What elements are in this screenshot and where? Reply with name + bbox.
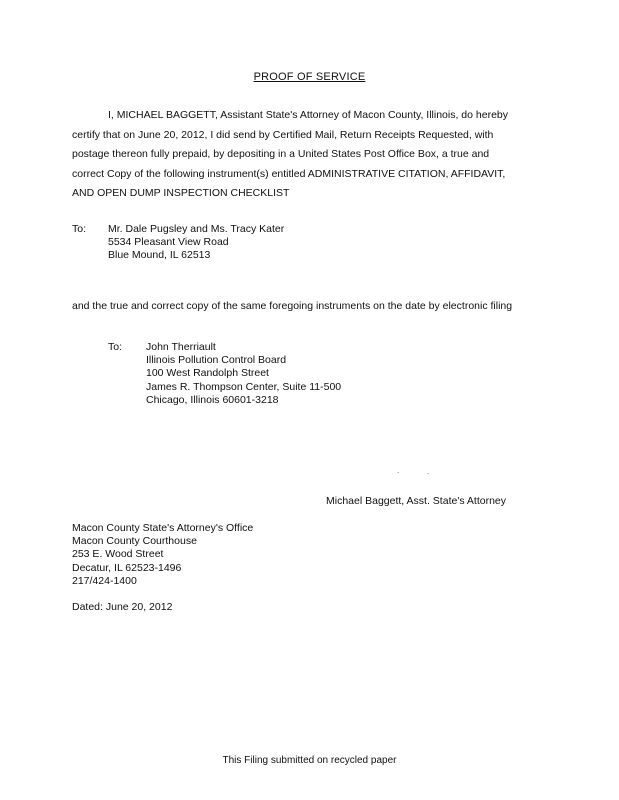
recipient1-to-label: To: bbox=[72, 223, 87, 235]
signature-mark: . bbox=[427, 467, 430, 476]
paragraph-line: postage thereon fully prepaid, by depositing in a United States Post Office Box, a true and bbox=[72, 148, 490, 161]
address-line: John Therriault bbox=[146, 341, 216, 353]
office-line: Macon County Courthouse bbox=[72, 535, 197, 548]
address-line: Illinois Pollution Control Board bbox=[146, 354, 287, 367]
signature-mark: . bbox=[397, 466, 400, 475]
paragraph-line: I, MICHAEL BAGGETT, Assistant State's Attorney of Macon County, Illinois, do hereby bbox=[108, 109, 509, 121]
office-line: Decatur, IL 62523-1496 bbox=[72, 561, 182, 574]
paragraph-line: AND OPEN DUMP INSPECTION CHECKLIST bbox=[72, 187, 290, 200]
paragraph-line: certify that on June 20, 2012, I did send by Certified Mail, Return Receipts Requested, with bbox=[72, 128, 494, 141]
address-line: Chicago, Illinois 60601-3218 bbox=[146, 393, 279, 406]
paragraph-line: correct Copy of the following instrument(s) entitled ADMINISTRATIVE CITATION, AFFIDAVIT, bbox=[72, 167, 506, 180]
address-line: James R. Thompson Center, Suite 11-500 bbox=[146, 380, 342, 393]
address-line: 100 West Randolph Street bbox=[146, 367, 269, 380]
office-line: 253 E. Wood Street bbox=[72, 548, 164, 561]
date-line: Dated: June 20, 2012 bbox=[72, 601, 173, 613]
signature-line: Michael Baggett, Asst. State's Attorney bbox=[326, 495, 507, 507]
address-line: Mr. Dale Pugsley and Ms. Tracy Kater bbox=[108, 223, 285, 235]
footer-note: This Filing submitted on recycled paper bbox=[222, 755, 397, 766]
recipient2-to-label: To: bbox=[108, 341, 123, 353]
office-address-block bbox=[72, 522, 253, 588]
recipient1-address bbox=[108, 223, 284, 263]
document-title: PROOF OF SERVICE bbox=[253, 71, 366, 83]
certification-paragraph bbox=[72, 106, 552, 204]
electronic-filing-line: and the true and correct copy of the same foregoing instruments on the date by electronic filing bbox=[72, 300, 513, 312]
address-line: 5534 Pleasant View Road bbox=[108, 236, 229, 249]
recipient2-address bbox=[146, 341, 341, 407]
office-line: 217/424-1400 bbox=[72, 574, 137, 587]
address-line: Blue Mound, IL 62513 bbox=[108, 249, 211, 262]
office-line: Macon County State's Attorney's Office bbox=[72, 522, 254, 534]
